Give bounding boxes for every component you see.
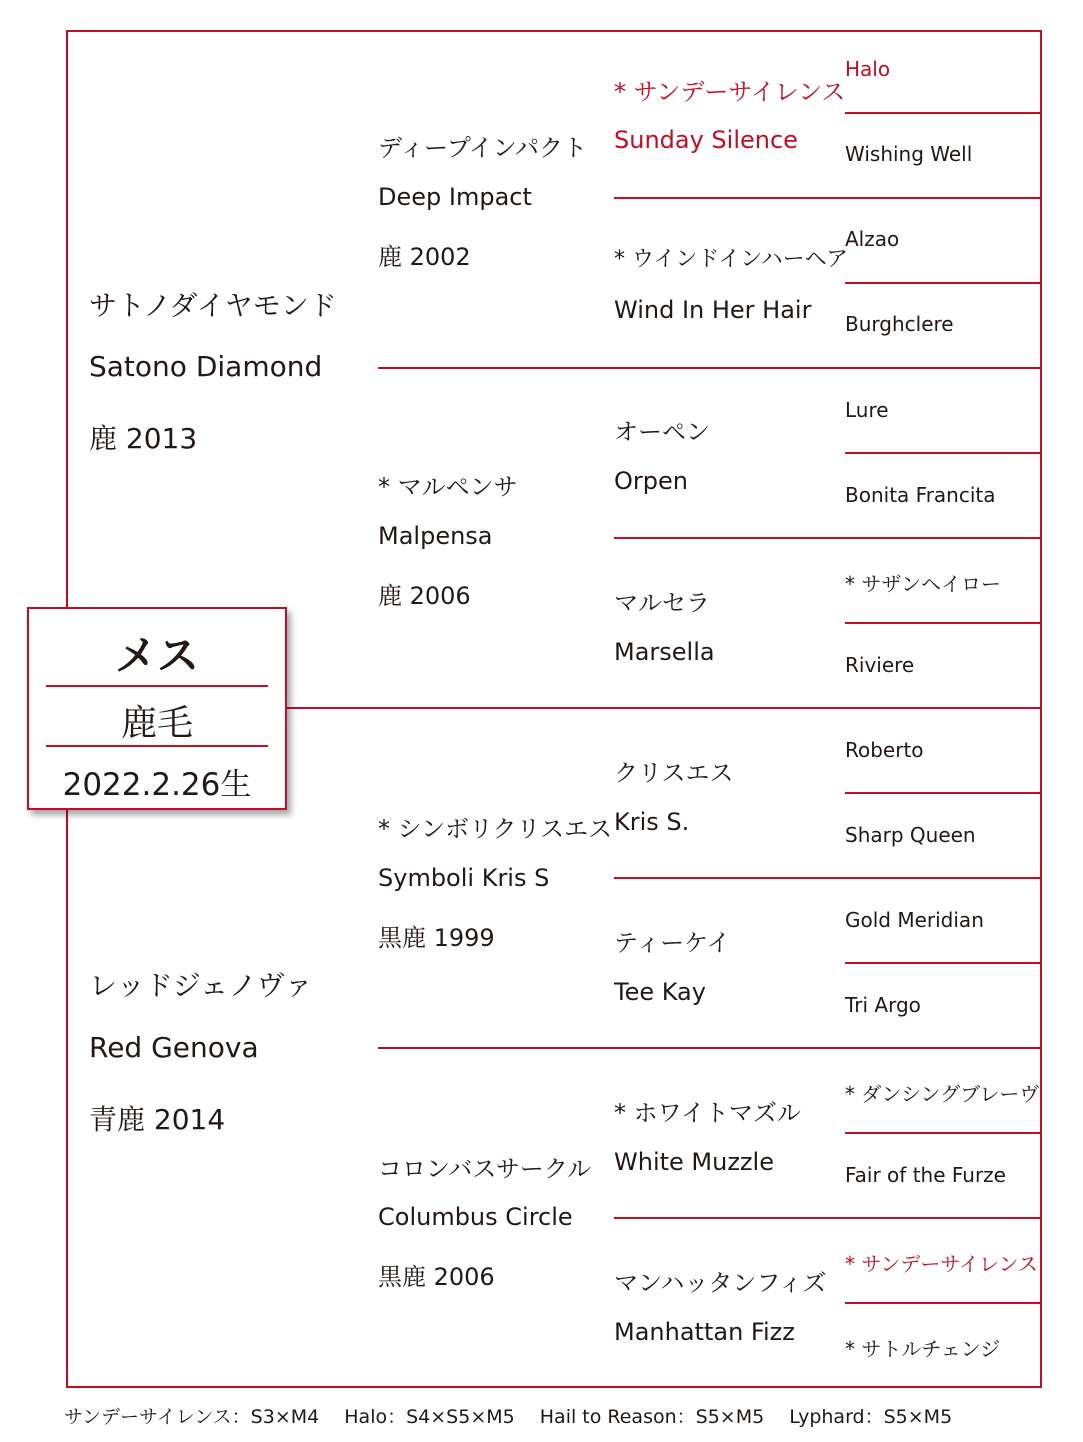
dds-name-jp: * ホワイトマズル	[614, 1099, 801, 1127]
ddds-name: * サンデーサイレンス	[845, 1252, 1038, 1276]
dss-name-jp: クリスエス	[614, 759, 734, 787]
sd-info: 鹿 2006	[378, 582, 471, 610]
box-separator	[46, 745, 268, 747]
dsss-name: Roberto	[845, 738, 924, 762]
divider-gen1	[287, 707, 1042, 709]
ssss-name: Halo	[845, 57, 891, 81]
ds-name-en: Symboli Kris S	[378, 864, 550, 892]
ds-info: 黒鹿 1999	[378, 924, 495, 952]
ds-name-jp: * シンボリクリスエス	[378, 815, 613, 843]
ssd-name-jp: * ウインドインハーヘア	[614, 247, 849, 272]
ss-info: 鹿 2002	[378, 243, 471, 271]
ddd-name-en: Manhattan Fizz	[614, 1318, 795, 1346]
ssd-name-en: Wind In Her Hair	[614, 296, 812, 324]
sdd-name-en: Marsella	[614, 638, 715, 666]
ss-name-jp: ディープインパクト	[378, 134, 588, 162]
sds-name-jp: オーペン	[614, 418, 710, 446]
sdsd-name: Bonita Francita	[845, 483, 996, 507]
dsdd-name: Tri Argo	[845, 993, 921, 1017]
ddsd-name: Fair of the Furze	[845, 1163, 1006, 1187]
dds-name-en: White Muzzle	[614, 1148, 774, 1176]
divider-gen4	[845, 282, 1042, 284]
ssds-name: Alzao	[845, 227, 900, 251]
divider-gen4	[845, 452, 1042, 454]
divider-gen4	[845, 112, 1042, 114]
dd-name-en: Columbus Circle	[378, 1203, 573, 1231]
dam-name-en: Red Genova	[89, 1031, 259, 1064]
horse-info-box	[27, 607, 287, 810]
divider-gen3	[614, 197, 1042, 199]
inbreeding-note: サンデーサイレンス：S3×M4 Halo：S4×S5×M5 Hail to Reason：S5×M5 Lyphard：S5×M5	[64, 1406, 953, 1428]
dam-info: 青鹿 2014	[89, 1103, 226, 1136]
dssd-name: Sharp Queen	[845, 823, 976, 847]
horse-sex: メス	[114, 631, 199, 680]
ddd-name-jp: マンハッタンフィズ	[614, 1269, 827, 1297]
dam-name-jp: レッドジェノヴァ	[89, 969, 313, 1002]
dddd-name: * サトルチェンジ	[845, 1337, 1001, 1361]
divider-gen3	[614, 1217, 1042, 1219]
sssd-name: Wishing Well	[845, 142, 973, 166]
sss-name-en: Sunday Silence	[614, 126, 798, 154]
divider-gen4	[845, 962, 1042, 964]
sddd-name: Riviere	[845, 653, 915, 677]
divider-gen4	[845, 622, 1042, 624]
dsd-name-en: Tee Kay	[614, 978, 706, 1006]
divider-gen2-sire	[378, 367, 1042, 369]
dd-name-jp: コロンバスサークル	[378, 1155, 592, 1183]
divider-gen2-dam	[378, 1047, 1042, 1049]
sd-name-en: Malpensa	[378, 522, 493, 550]
sire-name-en: Satono Diamond	[89, 350, 323, 383]
sds-name-en: Orpen	[614, 467, 688, 495]
sdds-name: * サザンヘイロー	[845, 572, 1001, 596]
sdss-name: Lure	[845, 398, 889, 422]
dd-info: 黒鹿 2006	[378, 1263, 495, 1291]
sss-name-jp: * サンデーサイレンス	[614, 78, 846, 106]
sire-name-jp: サトノダイヤモンド	[89, 289, 337, 322]
dsds-name: Gold Meridian	[845, 908, 984, 932]
divider-gen3	[614, 877, 1042, 879]
sdd-name-jp: マルセラ	[614, 589, 710, 617]
divider-gen3	[614, 537, 1042, 539]
divider-gen4	[845, 792, 1042, 794]
horse-birth: 2022.2.26生	[62, 767, 252, 803]
dss-name-en: Kris S.	[614, 808, 690, 836]
ss-name-en: Deep Impact	[378, 183, 532, 211]
divider-gen4	[845, 1132, 1042, 1134]
ddss-name: * ダンシングブレーヴ	[845, 1082, 1040, 1106]
sd-name-jp: * マルペンサ	[378, 473, 518, 501]
ssdd-name: Burghclere	[845, 312, 954, 336]
dsd-name-jp: ティーケイ	[614, 929, 731, 957]
divider-gen4	[845, 1302, 1042, 1304]
sire-info: 鹿 2013	[89, 422, 198, 455]
horse-color: 鹿毛	[120, 703, 193, 744]
box-separator	[46, 685, 268, 687]
